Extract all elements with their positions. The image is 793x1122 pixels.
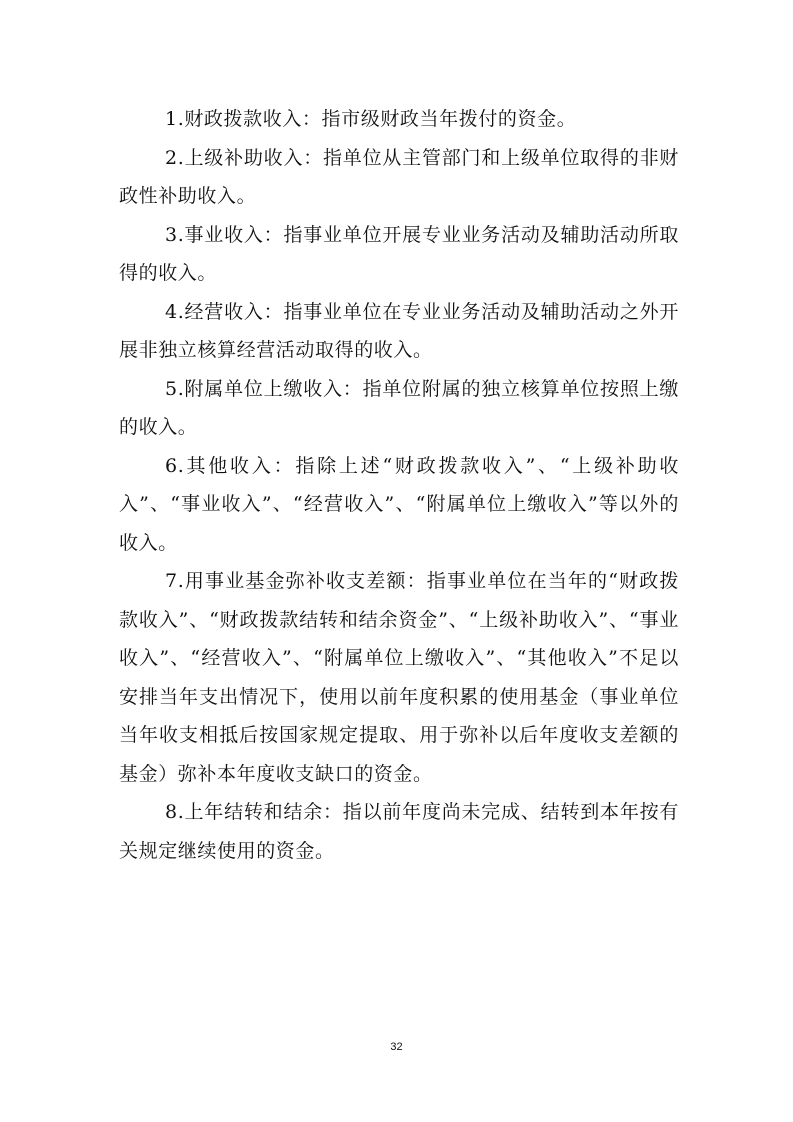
paragraph-business-income: 3.事业收入：指事业单位开展专业业务活动及辅助活动所取得的收入。 <box>119 223 679 284</box>
paragraph-affiliated-unit-income: 5.附属单位上缴收入：指单位附属的独立核算单位按照上缴的收入。 <box>119 377 679 438</box>
document-body <box>119 100 679 870</box>
paragraph-operating-income: 4.经营收入：指事业单位在专业业务活动及辅助活动之外开展非独立核算经营活动取得的收入。 <box>119 300 679 361</box>
paragraph-business-fund-offset: 7.用事业基金弥补收支差额：指事业单位在当年的“财政拨款收入”、“财政拨款结转和结余资金”、“上级补助收入”、“事业收入”、“经营收入”、“附属单位上缴收入”、“其他收入”不足以安排当年支出情况下，使用以前年度积累的使用基金（事业单位当年收支相抵后按国家规定提取、用于弥补以后年度收支差额的基金）弥补本年度收支缺口的资金。 <box>119 570 679 785</box>
paragraph-prior-year-carryover: 8.上年结转和结余：指以前年度尚未完成、结转到本年按有关规定继续使用的资金。 <box>119 801 679 862</box>
paragraph-superior-subsidy-income: 2.上级补助收入：指单位从主管部门和上级单位取得的非财政性补助收入。 <box>119 146 679 207</box>
paragraph-fiscal-appropriation-income: 1.财政拨款收入：指市级财政当年拨付的资金。 <box>165 108 577 130</box>
paragraph-other-income: 6.其他收入：指除上述“财政拨款收入”、“上级补助收入”、“事业收入”、“经营收入”、“附属单位上缴收入”等以外的收入。 <box>119 454 679 554</box>
page-number: 32 <box>390 1041 403 1053</box>
